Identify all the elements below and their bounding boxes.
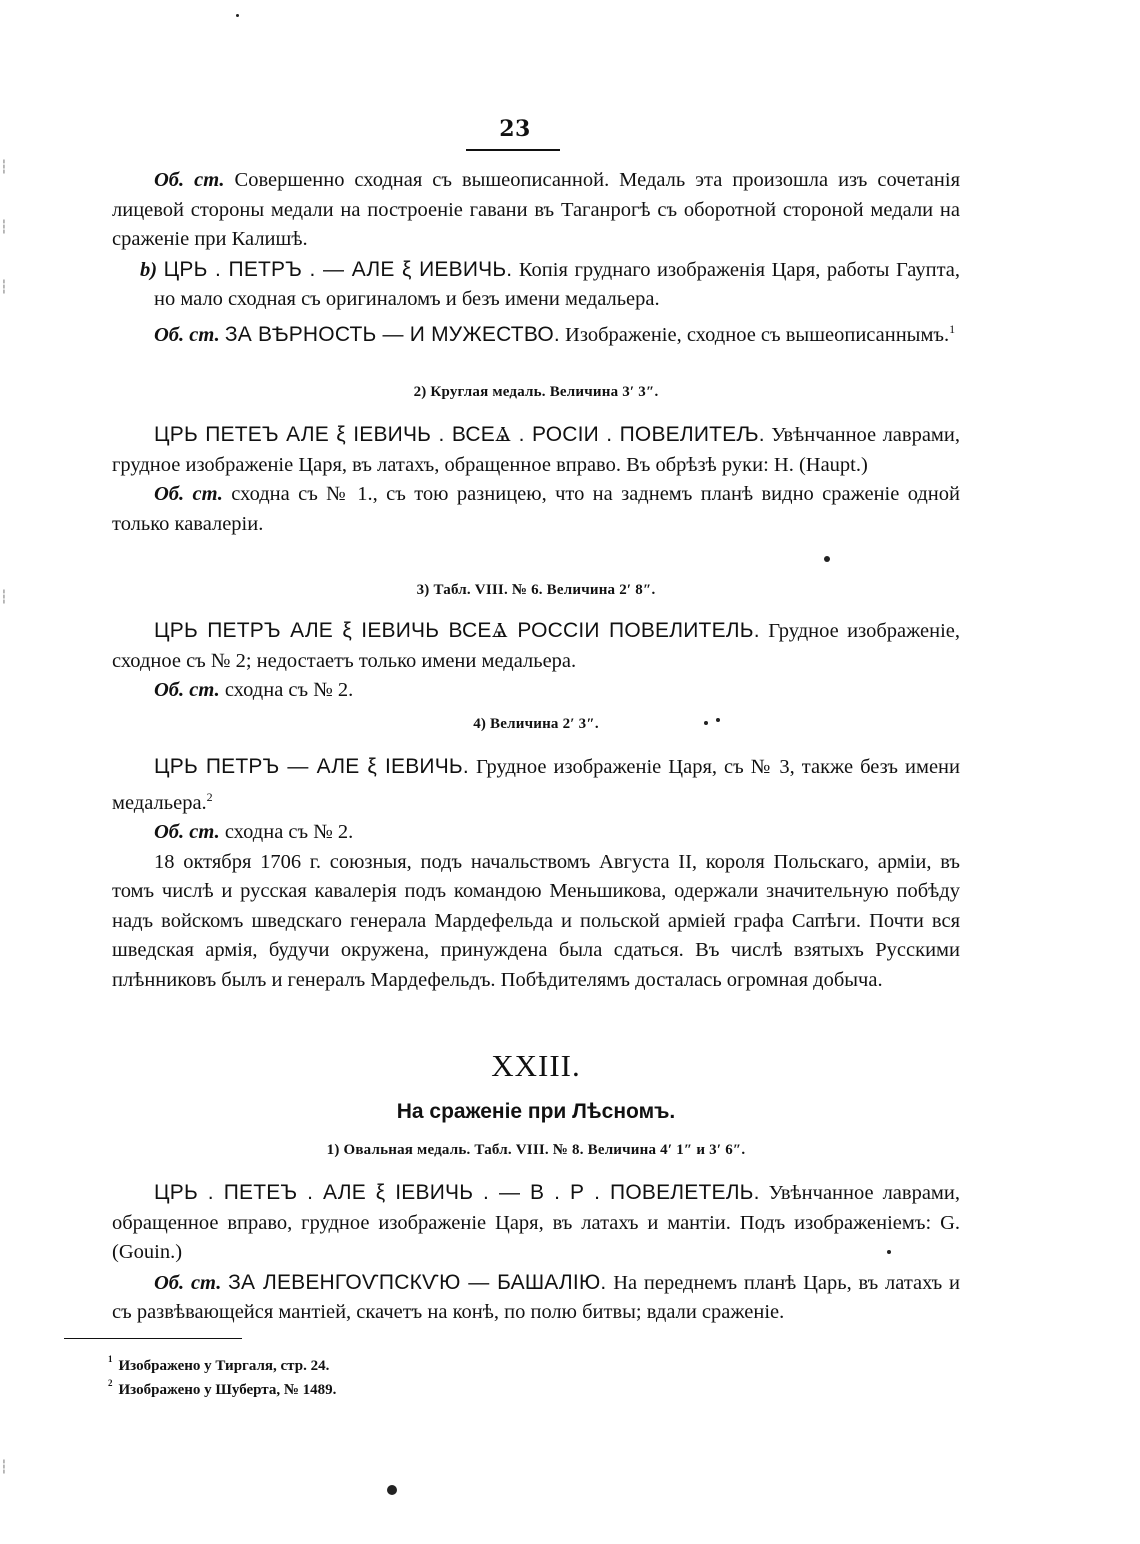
scan-speck	[887, 1250, 891, 1254]
paragraph-text: сходна съ № 1., съ тою разницею, что на заднемъ планѣ видно сраженіе одной только кавалеріи.	[112, 483, 960, 535]
scan-speck	[236, 14, 239, 17]
paragraph-text: сходна съ № 2.	[219, 679, 354, 702]
text-block-4	[112, 752, 960, 996]
paragraph-text: Грудное изображеніе, сходное съ № 2; недостаетъ только имени медальера.	[112, 620, 960, 672]
paragraph-text: Увѣнчанное лаврами, грудное изображеніе Царя, въ латахъ, обращенное вправо. Въ обрѣзѣ руки: Н. (Haupt.)	[112, 424, 960, 476]
paragraph-text: Изображеніе, сходное съ вышеописаннымъ.	[559, 323, 950, 346]
legend-text: ЦРЬ ПЕТЕЪ АЛЕ ξ ІЕВИЧЬ . ВСЕⰡ . РОСІИ . ПОВЕЛИТЕЉ.	[154, 423, 765, 446]
reverse-label: Об. ст.	[154, 821, 220, 844]
paragraph-obverse-3	[112, 616, 960, 676]
reverse-label: Об. ст.	[154, 483, 223, 506]
legend-text: ЦРЬ ПЕТРЪ — АЛЕ ξ ІЕВИЧЬ.	[154, 755, 469, 778]
page-number-rule	[466, 149, 560, 151]
footnote-rule	[64, 1338, 242, 1339]
reverse-label: Об. ст.	[154, 1271, 222, 1294]
text-block-3	[112, 616, 960, 706]
text-block-top	[112, 166, 960, 350]
reverse-label: Об. ст.	[154, 323, 220, 346]
margin-bleed-mark: ┆	[0, 1460, 8, 1475]
legend-text: ЦРЬ . ПЕТЕЪ . АЛЕ ξ ІЕВИЧЬ . — В . Р . ПОВЕЛЕТЕЛЬ.	[154, 1181, 760, 1204]
footnote-text: Изображено у Шуберта, № 1489.	[118, 1382, 337, 1398]
section-title: На сраженіе при Лѣсномъ.	[396, 1100, 676, 1123]
footnote-1	[108, 1356, 329, 1375]
scan-speck	[716, 718, 720, 722]
medal-heading: 1) Овальная медаль. Табл. VIII. № 8. Величина 4′ 1″ и 3′ 6″.	[326, 1142, 746, 1158]
paragraph-text: Совершенно сходная съ вышеописанной. Медаль эта произошла изъ сочетанія лицевой стороны медали на построеніе гавани въ Таганрогѣ съ оборотной стороной медали на сраженіе при Калишѣ.	[112, 169, 960, 251]
subheading-3	[112, 582, 960, 599]
margin-bleed-mark: ┆	[0, 160, 8, 175]
paragraph-reverse-5	[112, 818, 960, 848]
legend-text: ЦРЬ ПЕТРЪ АЛЕ ξ ІЕВИЧЬ ВСЕⰡ РОССІИ ПОВЕЛИТЕЛЬ.	[154, 619, 760, 642]
footnote-mark: 2	[108, 1378, 113, 1388]
margin-bleed-mark: ┆	[0, 590, 8, 605]
scan-speck	[387, 1485, 397, 1495]
footnote-text: Изображено у Тиргаля, стр. 24.	[118, 1358, 330, 1374]
paragraph-text: Копія груднаго изображенія Царя, работы Гаупта, но мало сходная съ оригиналомъ и безъ имени медальера.	[154, 258, 961, 311]
paragraph-reverse-2	[112, 315, 960, 350]
paragraph-obverse-2	[112, 420, 960, 480]
margin-bleed-mark: ┆	[0, 220, 8, 235]
paragraph-history: 18 октября 1706 г. союзныя, подъ начальствомъ Августа II, короля Польскаго, арміи, въ томъ числѣ и русская кавалерія подъ командою Меньшикова, одержали значительную побѣду надъ войскомъ шведскаго генерала Мардефельда и польской арміей графа Сапѣги. Почти вся шведская армія, будучи окружена, принуждена была сдаться. Въ числѣ взятыхъ Русскими плѣнниковъ былъ и генералъ Мардефельдъ. Побѣдителямъ досталась огромная добыча.	[112, 850, 960, 991]
footnote-2	[108, 1380, 336, 1399]
paragraph-obverse-4	[112, 752, 960, 818]
footnote-ref: 2	[206, 789, 213, 804]
scan-speck	[824, 556, 830, 562]
paragraph-reverse-section	[112, 1268, 960, 1328]
legend-text: ЗА ВѢРНОСТЬ — И МУЖЕСТВО.	[224, 322, 560, 346]
paragraph-reverse-3	[112, 480, 960, 539]
paragraph-text: сходна съ № 2.	[219, 821, 354, 844]
section-number: XXIII.	[491, 1048, 581, 1083]
page-number: 23	[499, 116, 531, 142]
medal-heading: 3) Табл. VIII. № 6. Величина 2′ 8″.	[416, 582, 656, 598]
paragraph-reverse-4	[112, 676, 960, 706]
paragraph-reverse-1	[112, 166, 960, 255]
reverse-label: Об. ст.	[154, 679, 220, 702]
paragraph-obverse-section	[112, 1178, 960, 1268]
scan-speck	[704, 721, 708, 725]
subheading-section-1	[112, 1142, 960, 1159]
paragraph-variant-b	[112, 255, 960, 315]
subheading-4	[112, 716, 960, 733]
margin-bleed-mark: ┆	[0, 280, 8, 295]
footnote-mark: 1	[108, 1354, 113, 1364]
subheading-2	[112, 384, 960, 401]
text-block-section	[112, 1178, 960, 1328]
paragraph-text: Грудное изображеніе Царя, съ № 3, также безъ имени медальера.	[112, 756, 960, 814]
medal-heading: 2) Круглая медаль. Величина 3′ 3″.	[413, 384, 659, 400]
paragraph-text: Увѣнчанное лаврами, обращенное вправо, грудное изображеніе Царя, въ латахъ и мантіи. Подъ изображеніемъ: G. (Gouin.)	[112, 1182, 960, 1264]
variant-label: b)	[140, 258, 158, 281]
text-block-2	[112, 420, 960, 539]
footnote-ref: 1	[949, 321, 956, 336]
legend-text: ЗА ЛЕВЕНГОѴПСКѴЮ — БАШАЛІЮ.	[228, 1270, 607, 1294]
paragraph-text: На переднемъ планѣ Царь, въ латахъ и съ развѣвающейся мантіей, скачетъ на конѣ, по полю битвы; вдали сраженіе.	[112, 1271, 960, 1324]
legend-text: ЦРЬ . ПЕТРЪ . — АЛЕ ξ ИЕВИЧЬ.	[163, 257, 513, 281]
reverse-label: Об. ст.	[154, 169, 225, 191]
medal-heading: 4) Величина 2′ 3″.	[473, 716, 599, 732]
